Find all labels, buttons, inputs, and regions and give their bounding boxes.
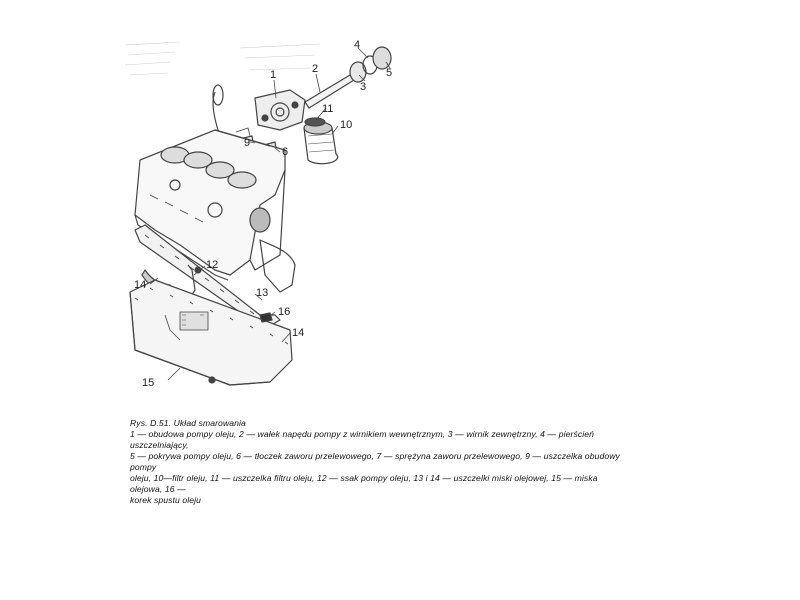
callout-10: 10: [340, 119, 353, 131]
engine-exploded-view: [120, 30, 410, 410]
caption-line: olejowa, 16 —: [130, 484, 186, 494]
callout-11: 11: [322, 103, 334, 115]
lubrication-system-diagram: [120, 30, 410, 410]
callout-3: 3: [360, 81, 367, 93]
callout-15: 15: [142, 377, 155, 389]
caption-line: 5 — pokrywa pompy oleju, 6 — tłoczek zaworu przelewowego, 7 — sprężyna zaworu przelewowego, 9 — uszczelka obudowy: [130, 451, 620, 461]
oil-filter-seal: [305, 118, 325, 126]
callout-6: 6: [282, 146, 289, 158]
oil-drain-plug: [260, 313, 272, 322]
oil-filter: [304, 122, 338, 164]
caption-line: pompy: [130, 462, 157, 472]
callout-14-right: 14: [292, 327, 305, 339]
caption-line: korek spustu oleju: [130, 495, 202, 505]
timing-cover-gasket: [260, 240, 295, 292]
callout-14-left: 14: [134, 279, 147, 291]
callout-1: 1: [270, 69, 277, 81]
callout-12: 12: [206, 259, 219, 271]
oil-pump-housing: [255, 90, 305, 130]
callout-16: 16: [278, 306, 291, 318]
callout-13: 13: [256, 287, 269, 299]
callout-2: 2: [312, 63, 319, 75]
callout-9: 9: [244, 137, 251, 149]
callout-4: 4: [354, 39, 361, 51]
caption-title: Rys. D.51. Układ smarowania: [130, 418, 246, 428]
caption-line: uszczelniający,: [130, 440, 189, 450]
callout-5: 5: [386, 67, 393, 79]
figure-caption: [130, 418, 640, 506]
caption-line: oleju, 10—filtr oleju, 11 — uszczelka filtru oleju, 12 — ssak pompy oleju, 13 i 14 — uszczelki miski olejowej, 15 — miska: [130, 473, 598, 483]
scan-artifact: [125, 42, 320, 75]
caption-line: 1 — obudowa pompy oleju, 2 — wałek napędu pompy z wirnikiem wewnętrznym, 3 — wirnik zewnętrzny, 4 — pierścień: [130, 429, 595, 439]
